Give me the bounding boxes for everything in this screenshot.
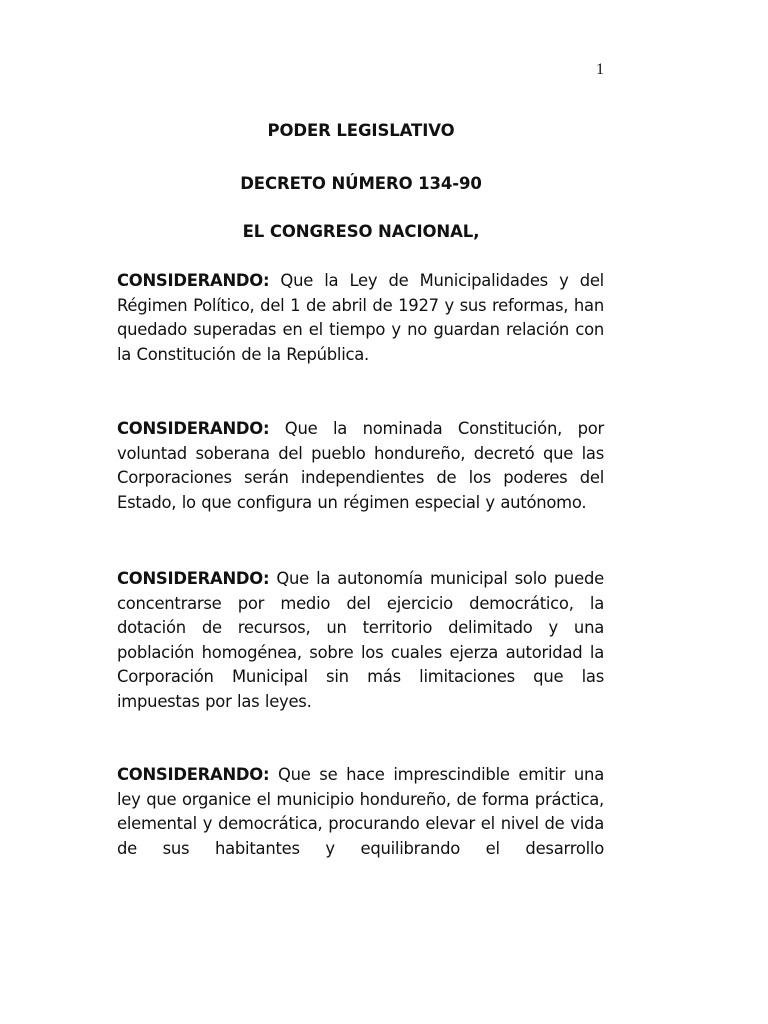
considerando-paragraph-2	[117, 417, 604, 515]
page-number: 1	[596, 61, 604, 78]
considerando-text: Que la autonomía municipal solo puede concentrarse por medio del ejercicio democrático, la dotación de recursos, un territorio delimitado y una población homogénea, sobre los cuales ejerza autoridad la Corporación Municipal sin más limitaciones que las impuestas por las leyes.	[117, 569, 604, 711]
considerando-paragraph-3	[117, 567, 604, 714]
considerando-text: Que la nominada Constitución, por voluntad soberana del pueblo hondureño, decretó que las Corporaciones serán independientes de los poderes del Estado, lo que configura un régimen especial y autónomo.	[117, 419, 604, 512]
considerando-paragraph-1	[117, 269, 604, 367]
considerando-paragraph-4	[117, 763, 604, 861]
considerando-text: Que se hace imprescindible emitir una ley que organice el municipio hondureño, de forma práctica, elemental y democrática, procurando elevar el nivel de vida de sus habitantes y equilibrando el desarrollo	[117, 765, 604, 858]
heading-national-congress: EL CONGRESO NACIONAL,	[242, 222, 480, 241]
considerando-label: CONSIDERANDO:	[117, 569, 270, 588]
heading-decree-number: DECRETO NÚMERO 134-90	[240, 174, 482, 193]
considerando-label: CONSIDERANDO:	[117, 271, 270, 290]
considerando-label: CONSIDERANDO:	[117, 419, 270, 438]
considerando-label: CONSIDERANDO:	[117, 765, 270, 784]
heading-legislative-branch: PODER LEGISLATIVO	[267, 121, 455, 140]
considerando-text: Que la Ley de Municipalidades y del Régimen Político, del 1 de abril de 1927 y sus reformas, han quedado superadas en el tiempo y no guardan relación con la Constitución de la República.	[117, 271, 604, 364]
